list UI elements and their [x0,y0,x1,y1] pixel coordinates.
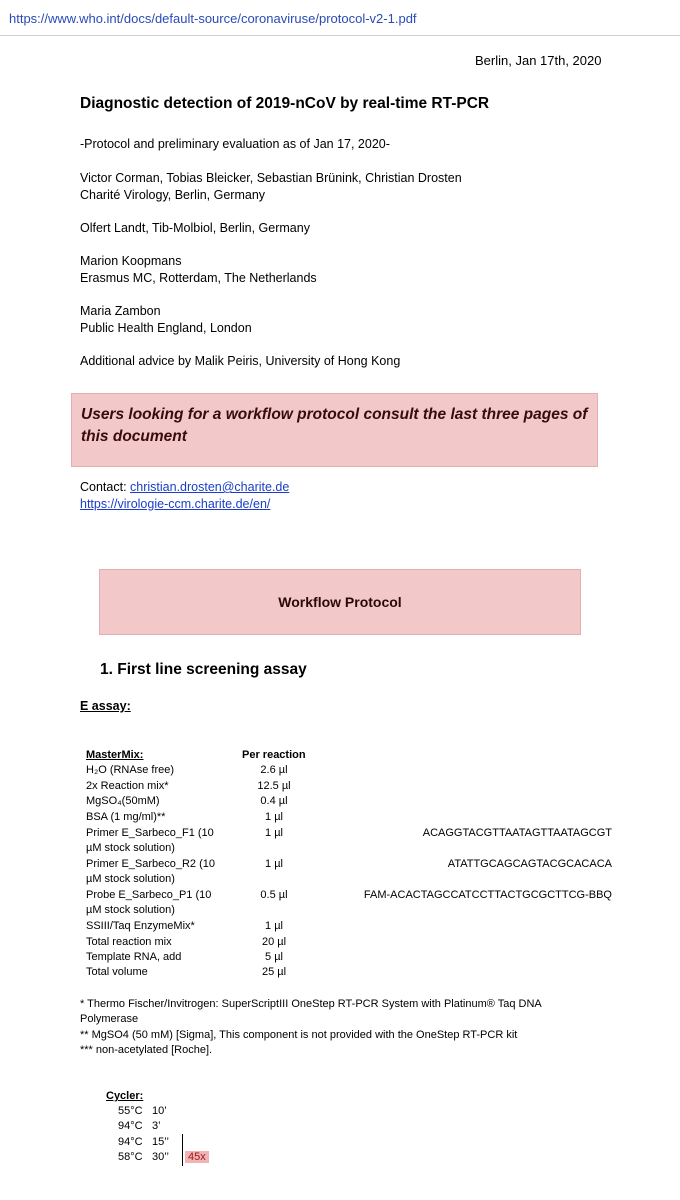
source-url[interactable]: https://www.who.int/docs/default-source/coronaviruse/protocol-v2-1.pdf [9,11,417,26]
cycler-step-time: 30’’ [152,1151,169,1163]
mastermix-component: MgSO₄(50mM) [86,795,160,807]
mastermix-component-cont: µM stock solution) [86,904,175,916]
cycler-step-temp: 58°C [118,1151,143,1163]
document-title: Diagnostic detection of 2019-nCoV by real-time RT-PCR [80,95,490,112]
authors-group1-names: Victor Corman, Tobias Bleicker, Sebastian Brünink, Christian Drosten [80,171,462,185]
workflow-notice-text: Users looking for a workflow protocol consult the last three pages of this document [81,406,588,445]
cycler-step-time: 10’ [152,1105,167,1117]
authors-group4-name: Maria Zambon [80,304,161,318]
cycler-step-temp: 94°C [118,1136,143,1148]
authors-group3-affiliation: Erasmus MC, Rotterdam, The Netherlands [80,271,317,285]
mastermix-amount: 0.5 µl [260,889,288,901]
cycler-header: Cycler: [106,1090,144,1102]
primer-sequence: ACAGGTACGTTAATAGTTAATAGCGT [422,827,612,839]
divider [0,35,680,36]
footnote-1-line1: * Thermo Fischer/Invitrogen: SuperScriptIII OneStep RT-PCR System with Platinum® Taq DNA [80,998,542,1010]
mastermix-component: Template RNA, add [86,951,182,963]
document-subtitle: -Protocol and preliminary evaluation as of Jan 17, 2020- [80,137,390,151]
workflow-notice-banner [71,393,598,467]
cycle-bracket [182,1134,183,1166]
mastermix-component: Total volume [86,966,148,978]
mastermix-amount: 0.4 µl [260,795,288,807]
mastermix-component: Total reaction mix [86,936,172,948]
authors-group2: Olfert Landt, Tib-Molbiol, Berlin, Germany [80,221,310,235]
mastermix-component: BSA (1 mg/ml)** [86,811,166,823]
mastermix-component: Probe E_Sarbeco_P1 (10 [86,889,212,901]
mastermix-amount: 1 µl [265,827,283,839]
per-reaction-header: Per reaction [242,749,306,761]
mastermix-amount: 1 µl [265,858,283,870]
additional-advice: Additional advice by Malik Peiris, University of Hong Kong [80,354,401,368]
mastermix-component: 2x Reaction mix* [86,780,169,792]
primer-sequence: FAM-ACACTAGCCATCCTTACTGCGCTTCG-BBQ [363,889,612,901]
mastermix-component: SSIII/Taq EnzymeMix* [86,920,195,932]
contact-line [80,480,289,494]
mastermix-amount: 12.5 µl [257,780,291,792]
document-date: Berlin, Jan 17th, 2020 [475,53,602,68]
mastermix-amount: 5 µl [265,951,283,963]
footnote-1-line2: Polymerase [80,1013,139,1025]
contact-email-link[interactable]: christian.drosten@charite.de [130,480,290,494]
mastermix-component: Primer E_Sarbeco_R2 (10 [86,858,216,870]
authors-group1-affiliation: Charité Virology, Berlin, Germany [80,188,266,202]
footnote-2: ** MgSO4 (50 mM) [Sigma], This component is not provided with the OneStep RT-PCR kit [80,1029,518,1041]
mastermix-amount: 20 µl [261,936,287,948]
cycle-count-badge: 45x [185,1151,209,1163]
mastermix-component-cont: µM stock solution) [86,873,175,885]
mastermix-amount: 2.6 µl [260,764,288,776]
mastermix-component: H₂O (RNAse free) [86,764,175,776]
cycler-step-temp: 55°C [118,1105,143,1117]
mastermix-component: Primer E_Sarbeco_F1 (10 [86,827,214,839]
mastermix-component-cont: µM stock solution) [86,842,175,854]
mastermix-amount: 1 µl [265,920,283,932]
section-heading: 1. First line screening assay [100,661,307,678]
workflow-protocol-title: Workflow Protocol [278,594,402,610]
mastermix-amount: 1 µl [265,811,283,823]
cycler-step-temp: 94°C [118,1120,143,1132]
contact-label: Contact: [80,480,131,494]
website-link[interactable]: https://virologie-ccm.charite.de/en/ [80,497,271,511]
cycler-step-time: 3’ [152,1120,161,1132]
workflow-protocol-box [99,569,581,635]
website-line [80,497,270,511]
mastermix-header: MasterMix: [86,749,144,761]
footnote-3: *** non-acetylated [Roche]. [80,1044,213,1056]
e-assay-label: E assay: [80,699,131,713]
cycler-step-time: 15’’ [152,1136,169,1148]
authors-group3-name: Marion Koopmans [80,254,182,268]
primer-sequence: ATATTGCAGCAGTACGCACACA [447,858,612,870]
authors-group4-affiliation: Public Health England, London [80,321,252,335]
mastermix-amount: 25 µl [261,966,287,978]
